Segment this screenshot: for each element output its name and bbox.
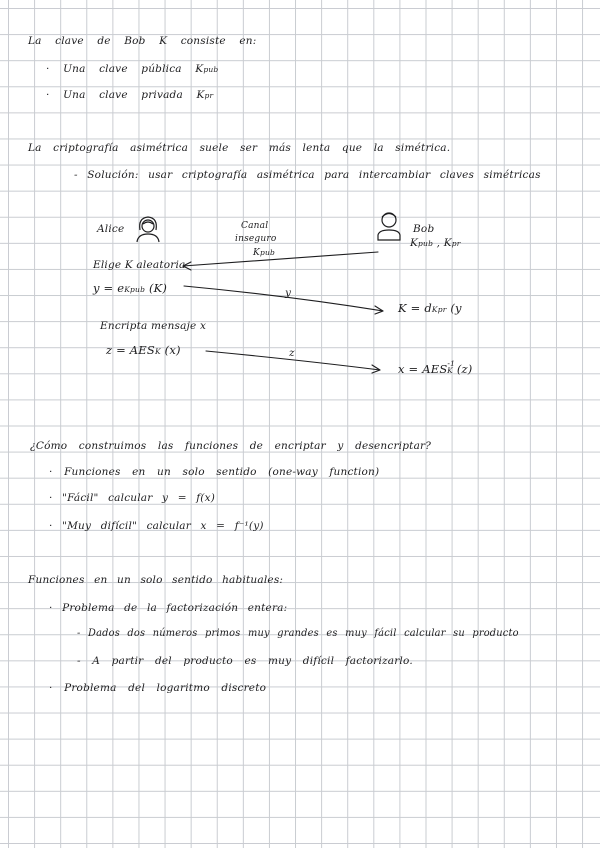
alice-step-choose-key: Elige K aleatoria <box>93 259 186 271</box>
channel-label-1: Canal <box>241 221 269 231</box>
eq-y-arg: (K) <box>148 281 168 295</box>
channel-label-2: inseguro <box>235 234 277 244</box>
eq-y-text: y = e <box>93 281 125 295</box>
eq-K-arg: (y <box>450 301 462 315</box>
alice-step-encrypt: Encripta mensaje x <box>100 320 207 332</box>
bullet-public-key-text: · Una clave pública K <box>46 63 204 75</box>
oneway-factorization-sub-1: - Dados dos números primos muy grandes es muy fácil calcular su producto <box>77 628 519 639</box>
eq-x-subscript: K <box>447 366 453 375</box>
eq-z-arg: (x) <box>164 343 181 357</box>
asym-solution: - Solución: usar criptografía asimétrica para intercambiar claves simétricas <box>74 169 541 181</box>
bob-avatar-icon <box>374 208 404 242</box>
question-bullet-1: · Funciones en un solo sentido (one-way function) <box>49 466 380 478</box>
oneway-item-factorization: · Problema de la factorización entera: <box>49 602 288 614</box>
channel-key-letter: K <box>253 248 260 258</box>
private-key-subscript: pr <box>204 91 214 100</box>
eq-x-arg: (z) <box>456 362 473 376</box>
eq-K-text: K = d <box>398 301 432 315</box>
bob-eq-x <box>398 359 473 376</box>
eq-y-subscript: Kpub <box>124 285 146 294</box>
alice-eq-y <box>93 283 167 295</box>
bob-keys: Kpub , Kpr <box>410 237 461 249</box>
arrow-z-label: z <box>289 347 295 359</box>
arrow-y-to-bob <box>184 286 383 311</box>
bullet-private-key-text: · Una clave privada K <box>46 89 205 101</box>
question-bullet-3: · "Muy difícil" calcular x = f⁻¹(y) <box>49 520 264 532</box>
bob-eq-K <box>398 303 462 315</box>
eq-K-subscript: Kpr <box>431 305 447 314</box>
oneway-item-discrete-log: · Problema del logaritmo discreto <box>49 682 267 694</box>
arrow-kpub-to-alice <box>183 252 378 266</box>
eq-z-subscript: K <box>154 347 161 356</box>
intro-heading: La clave de Bob K consiste en: <box>28 35 257 47</box>
bob-label: Bob <box>413 223 435 235</box>
bullet-public-key <box>46 64 218 75</box>
arrow-y-label: y <box>285 287 292 299</box>
alice-eq-z <box>106 345 181 357</box>
channel-key-subscript: pub <box>259 248 275 257</box>
question-heading: ¿Cómo construimos las funciones de encriptar y desencriptar? <box>30 440 432 452</box>
eq-z-text: z = AES <box>106 343 155 357</box>
question-bullet-2: · "Fácil" calcular y = f(x) <box>49 492 216 504</box>
bob-key-pr-subscript: pr <box>451 239 461 248</box>
public-key-subscript: pub <box>203 65 219 74</box>
alice-avatar-icon <box>134 214 162 244</box>
alice-label: Alice <box>97 223 125 235</box>
eq-x-text: x = AES <box>398 362 448 376</box>
asym-statement: La criptografía asimétrica suele ser más lenta que la simétrica. <box>28 142 451 154</box>
channel-key <box>253 249 275 258</box>
oneway-heading: Funciones en un solo sentido habituales: <box>28 574 284 586</box>
eq-x-superscript: -1 <box>447 359 456 368</box>
bullet-private-key <box>46 90 213 101</box>
bob-key-pub-subscript: pub <box>418 239 434 248</box>
oneway-factorization-sub-2: - A partir del producto es muy difícil factorizarlo. <box>77 655 413 667</box>
